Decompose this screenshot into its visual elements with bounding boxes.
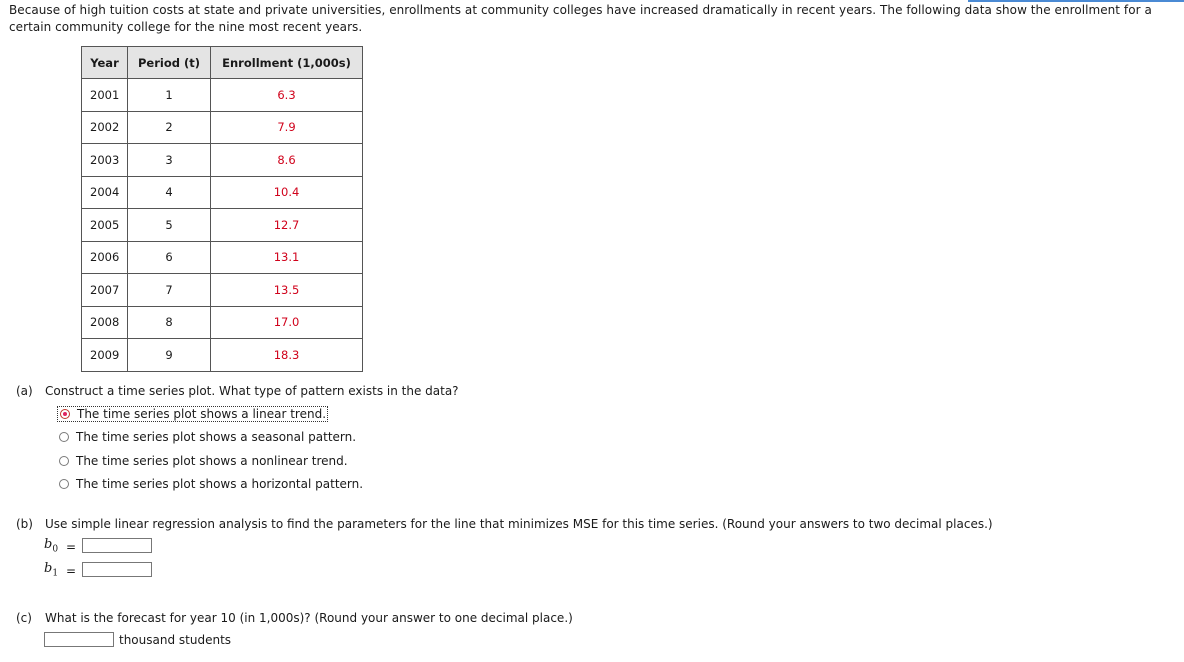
table-header-row bbox=[82, 47, 363, 79]
part-b-question: Use simple linear regression analysis to find the parameters for the line that minimizes MSE for this time series. (Round your answers to two decimal places.) bbox=[45, 517, 993, 531]
radio-seasonal-pattern[interactable] bbox=[59, 432, 69, 442]
option-label: The time series plot shows a seasonal pattern. bbox=[76, 430, 357, 444]
forecast-input[interactable] bbox=[44, 632, 114, 647]
header-period: Period (t) bbox=[128, 47, 211, 79]
cell-period: 7 bbox=[128, 274, 211, 307]
cell-year: 2009 bbox=[82, 339, 128, 372]
cell-year: 2008 bbox=[82, 306, 128, 339]
cell-enrollment: 6.3 bbox=[211, 79, 363, 112]
cell-year: 2004 bbox=[82, 176, 128, 209]
problem-intro: Because of high tuition costs at state and private universities, enrollments at community colleges have increased dramatically in recent years. The following data show the enrollment for a certain community college for the nine most recent years. bbox=[9, 3, 1152, 34]
cell-period: 6 bbox=[128, 241, 211, 274]
cell-period: 9 bbox=[128, 339, 211, 372]
b0-symbol: $b_0$ bbox=[44, 537, 59, 555]
table-row bbox=[82, 306, 363, 339]
part-c-question: What is the forecast for year 10 (in 1,000s)? (Round your answer to one decimal place.) bbox=[45, 611, 573, 625]
part-a-label: (a) bbox=[16, 384, 33, 398]
cell-year: 2006 bbox=[82, 241, 128, 274]
radio-linear-trend[interactable] bbox=[60, 409, 70, 419]
option-label: The time series plot shows a linear trend. bbox=[77, 407, 327, 421]
table-row bbox=[82, 176, 363, 209]
option-linear-trend[interactable] bbox=[59, 406, 328, 422]
radio-nonlinear-trend[interactable] bbox=[59, 456, 69, 466]
cell-period: 3 bbox=[128, 144, 211, 177]
enrollment-table bbox=[81, 46, 363, 372]
cell-year: 2002 bbox=[82, 111, 128, 144]
cell-period: 8 bbox=[128, 306, 211, 339]
cell-period: 1 bbox=[128, 79, 211, 112]
option-nonlinear-trend[interactable] bbox=[59, 453, 348, 469]
cell-year: 2003 bbox=[82, 144, 128, 177]
b0-equals: = bbox=[66, 540, 77, 554]
radio-horizontal-pattern[interactable] bbox=[59, 479, 69, 489]
option-label: The time series plot shows a horizontal pattern. bbox=[76, 477, 364, 491]
b1-symbol: $b_1$ bbox=[44, 561, 59, 579]
b1-input[interactable] bbox=[82, 562, 152, 577]
cell-enrollment: 8.6 bbox=[211, 144, 363, 177]
cell-year: 2007 bbox=[82, 274, 128, 307]
b0-input[interactable] bbox=[82, 538, 152, 553]
option-horizontal-pattern[interactable] bbox=[59, 476, 363, 492]
forecast-unit-label: thousand students bbox=[119, 633, 232, 647]
cell-enrollment: 13.5 bbox=[211, 274, 363, 307]
cell-enrollment: 13.1 bbox=[211, 241, 363, 274]
cell-period: 4 bbox=[128, 176, 211, 209]
cell-year: 2001 bbox=[82, 79, 128, 112]
table-row bbox=[82, 79, 363, 112]
table-row bbox=[82, 274, 363, 307]
part-a-question: Construct a time series plot. What type of pattern exists in the data? bbox=[45, 384, 459, 398]
cell-period: 2 bbox=[128, 111, 211, 144]
table-row bbox=[82, 144, 363, 177]
table-row bbox=[82, 241, 363, 274]
option-seasonal-pattern[interactable] bbox=[59, 429, 356, 445]
cell-enrollment: 17.0 bbox=[211, 306, 363, 339]
option-label: The time series plot shows a nonlinear trend. bbox=[76, 454, 348, 468]
header-year: Year bbox=[82, 47, 128, 79]
cell-enrollment: 18.3 bbox=[211, 339, 363, 372]
b1-equals: = bbox=[66, 564, 77, 578]
cell-enrollment: 12.7 bbox=[211, 209, 363, 242]
option-focus-outline bbox=[57, 406, 328, 422]
table-row bbox=[82, 209, 363, 242]
cell-year: 2005 bbox=[82, 209, 128, 242]
cell-enrollment: 10.4 bbox=[211, 176, 363, 209]
table-row bbox=[82, 339, 363, 372]
part-b-label: (b) bbox=[16, 517, 33, 531]
header-enrollment: Enrollment (1,000s) bbox=[211, 47, 363, 79]
table-row bbox=[82, 111, 363, 144]
cell-enrollment: 7.9 bbox=[211, 111, 363, 144]
cell-period: 5 bbox=[128, 209, 211, 242]
part-c-label: (c) bbox=[16, 611, 32, 625]
